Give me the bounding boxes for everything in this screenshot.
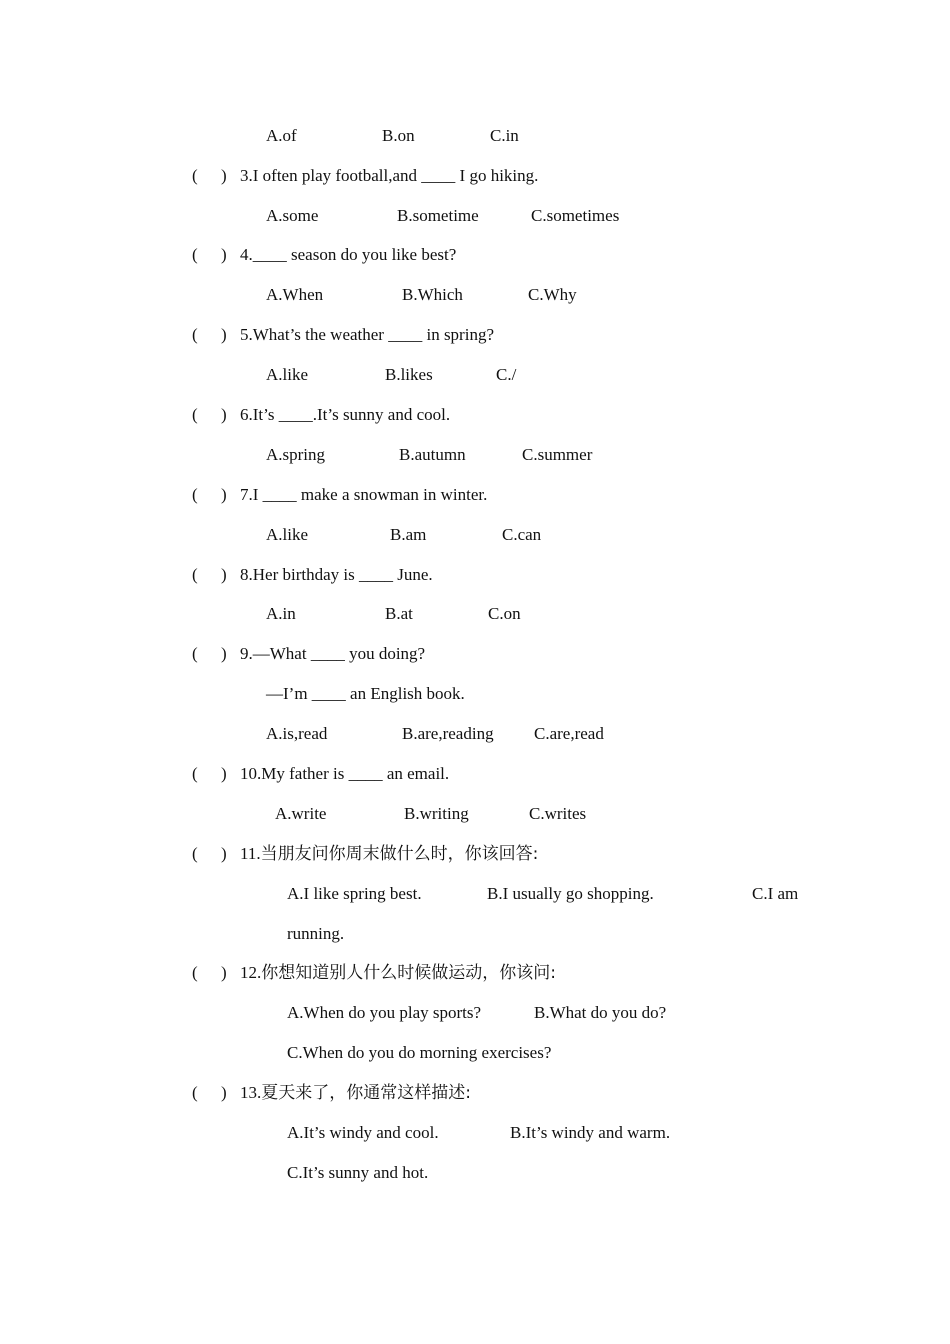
answer-blank-12[interactable]: ( ) — [192, 963, 227, 982]
q5-option-c: C./ — [496, 365, 517, 384]
question-5-stem: 5.What’s the weather ____ in spring? — [240, 325, 494, 344]
q13-option-a: A.It’s windy and cool. — [287, 1123, 439, 1142]
q13-option-c: C.It’s sunny and hot. — [287, 1163, 429, 1182]
question-9-stem: 9.—What ____ you doing? — [240, 644, 426, 663]
q7-option-c: C.can — [502, 525, 542, 544]
question-12-text: 你想知道别人什么时候做运动，你该问: — [261, 963, 556, 983]
q9-option-a: A.is,read — [266, 724, 328, 743]
q3-option-c: C.sometimes — [531, 206, 620, 225]
question-7-stem: 7.I ____ make a snowman in winter. — [240, 485, 488, 504]
q2-option-b: B.on — [382, 126, 415, 145]
q2-option-c: C.in — [490, 126, 519, 145]
q10-option-b: B.writing — [404, 804, 469, 823]
q2-option-a: A.of — [266, 126, 297, 145]
question-4-stem: 4.____ season do you like best? — [240, 245, 457, 264]
question-13-stem — [240, 1083, 471, 1103]
q12-option-c: C.When do you do morning exercises? — [287, 1043, 552, 1062]
q12-option-a: A.When do you play sports? — [287, 1003, 482, 1022]
question-6-stem: 6.It’s ____.It’s sunny and cool. — [240, 405, 451, 424]
q8-option-b: B.at — [385, 604, 413, 623]
q6-option-c: C.summer — [522, 445, 593, 464]
answer-blank-11[interactable]: ( ) — [192, 844, 227, 863]
question-8-stem: 8.Her birthday is ____ June. — [240, 565, 433, 584]
q11-option-b: B.I usually go shopping. — [487, 884, 654, 903]
answer-blank-3[interactable]: ( ) — [192, 166, 227, 185]
answer-blank-13[interactable]: ( ) — [192, 1083, 227, 1102]
answer-blank-9[interactable]: ( ) — [192, 644, 227, 663]
question-11-text: 当朋友问你周末做什么时，你该回答: — [260, 844, 539, 864]
q6-option-b: B.autumn — [399, 445, 466, 464]
q6-option-a: A.spring — [266, 445, 326, 464]
q4-option-b: B.Which — [402, 285, 463, 304]
answer-blank-8[interactable]: ( ) — [192, 565, 227, 584]
answer-blank-5[interactable]: ( ) — [192, 325, 227, 344]
q13-option-b: B.It’s windy and warm. — [510, 1123, 671, 1142]
q4-option-c: C.Why — [528, 285, 577, 304]
q8-option-a: A.in — [266, 604, 296, 623]
question-11-stem — [240, 844, 538, 864]
q9-option-c: C.are,read — [534, 724, 604, 743]
question-3-stem: 3.I often play football,and ____ I go hiking. — [240, 166, 539, 185]
q11-option-c-continued: running. — [287, 924, 345, 943]
question-13-text: 夏天来了，你通常这样描述: — [261, 1083, 471, 1103]
q7-option-a: A.like — [266, 525, 309, 544]
question-10-stem: 10.My father is ____ an email. — [240, 764, 450, 783]
q3-option-a: A.some — [266, 206, 319, 225]
q8-option-c: C.on — [488, 604, 521, 623]
q5-option-b: B.likes — [385, 365, 433, 384]
answer-blank-4[interactable]: ( ) — [192, 245, 227, 264]
q10-option-c: C.writes — [529, 804, 587, 823]
question-13-number: 13. — [240, 1083, 262, 1102]
q11-option-c: C.I am — [752, 884, 799, 903]
q12-option-b: B.What do you do? — [534, 1003, 667, 1022]
question-12-stem — [240, 963, 556, 983]
question-12-number: 12. — [240, 963, 262, 982]
q4-option-a: A.When — [266, 285, 324, 304]
answer-blank-7[interactable]: ( ) — [192, 485, 227, 504]
q3-option-b: B.sometime — [397, 206, 479, 225]
question-11-number: 11. — [240, 844, 261, 863]
q10-option-a: A.write — [275, 804, 327, 823]
answer-blank-10[interactable]: ( ) — [192, 764, 227, 783]
q5-option-a: A.like — [266, 365, 309, 384]
q9-option-b: B.are,reading — [402, 724, 494, 743]
q11-option-a: A.I like spring best. — [287, 884, 422, 903]
answer-blank-6[interactable]: ( ) — [192, 405, 227, 424]
q7-option-b: B.am — [390, 525, 427, 544]
question-9-stem-reply: —I’m ____ an English book. — [266, 684, 465, 703]
